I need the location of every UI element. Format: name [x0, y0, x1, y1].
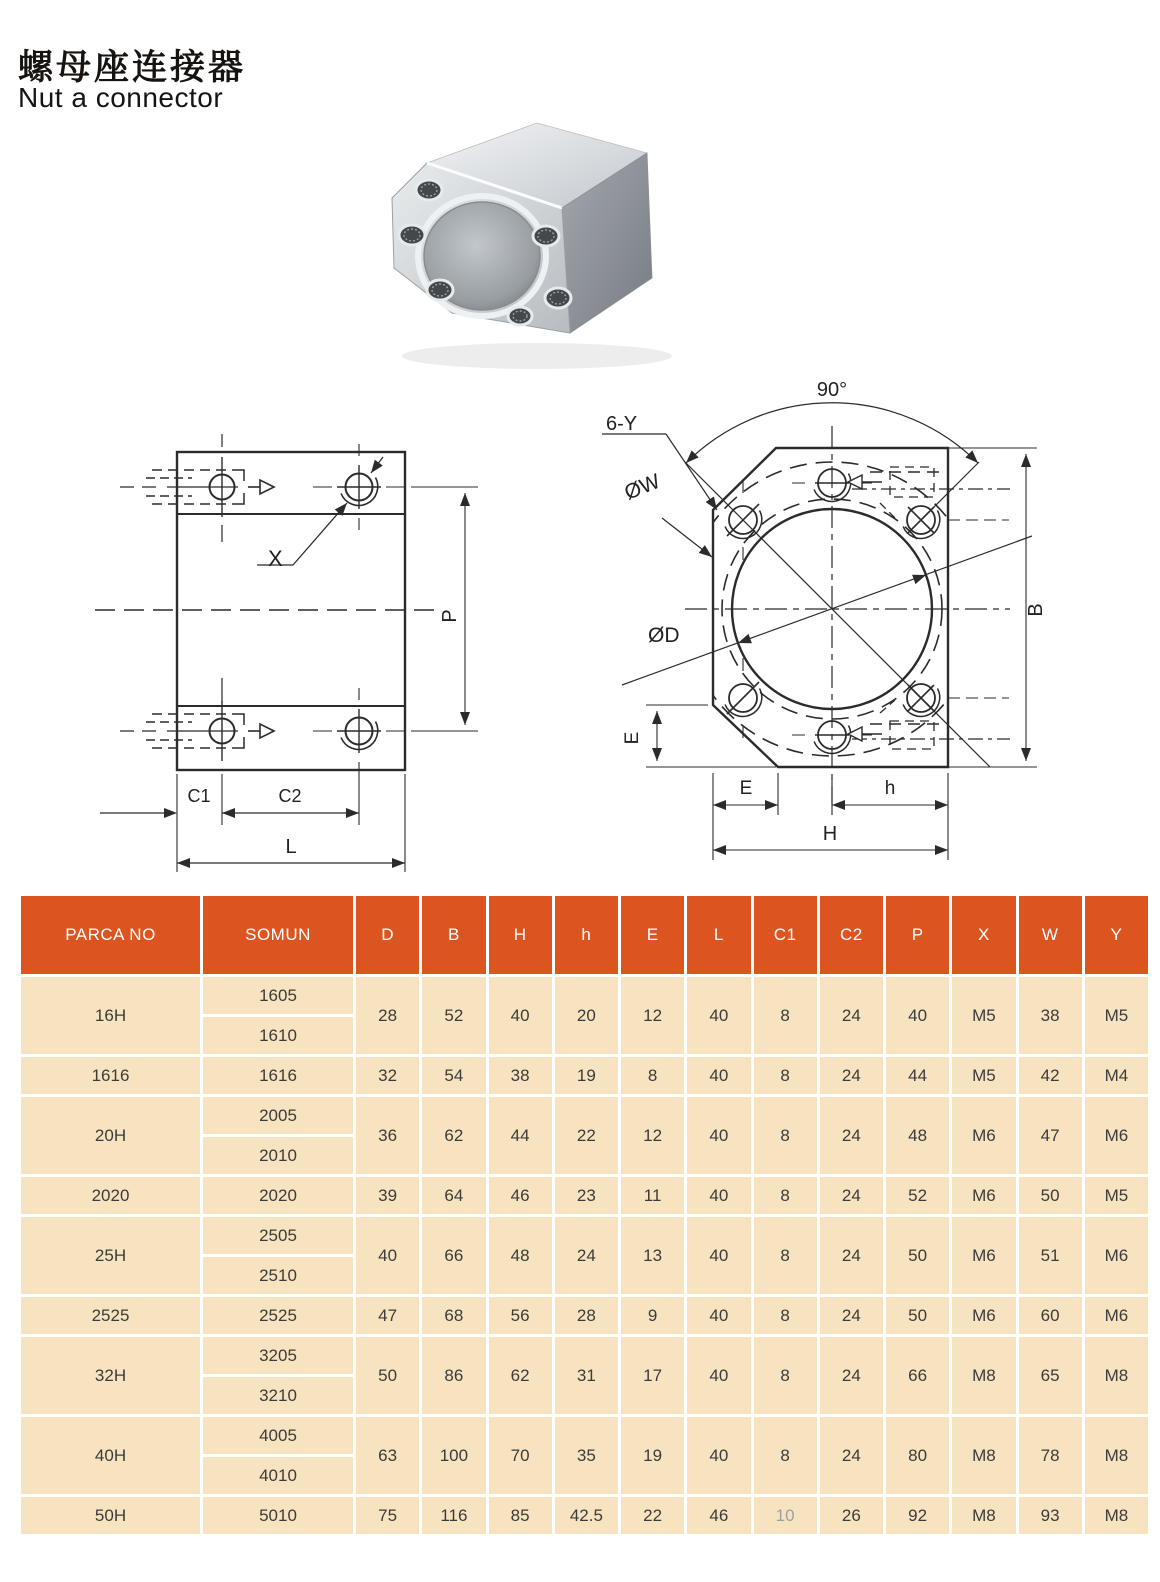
- label-x: X: [268, 546, 283, 571]
- cell-c1: 8: [752, 1056, 818, 1096]
- cell-p: 52: [885, 1176, 951, 1216]
- table-row: [20, 1416, 1150, 1456]
- cell-w: 93: [1017, 1496, 1083, 1536]
- cell-somun: 2005: [202, 1096, 355, 1136]
- page-title-english: Nut a connector: [18, 82, 224, 113]
- cell-b: 86: [421, 1336, 487, 1416]
- cell-y: M6: [1083, 1216, 1149, 1296]
- cell-e: 22: [620, 1496, 686, 1536]
- cell-b: 62: [421, 1096, 487, 1176]
- cell-somun: 1616: [202, 1056, 355, 1096]
- cell-c2: 24: [818, 1416, 884, 1496]
- body-outline: [177, 452, 405, 770]
- cell-l: 40: [686, 976, 752, 1056]
- table-row: [20, 1096, 1150, 1136]
- table-row: [20, 1496, 1150, 1536]
- cell-e: 9: [620, 1296, 686, 1336]
- label-d: ØD: [648, 624, 680, 647]
- header-row: [20, 895, 1150, 976]
- cell-w: 60: [1017, 1296, 1083, 1336]
- holes-leader: [666, 434, 717, 510]
- col-header-c2: C2: [818, 895, 884, 976]
- cell-b: 100: [421, 1416, 487, 1496]
- cell-c2: 24: [818, 976, 884, 1056]
- cell-somun: 2020: [202, 1176, 355, 1216]
- thread-hole-bottom: [146, 701, 274, 761]
- page-title-chinese: 螺母座连接器: [18, 48, 247, 87]
- cell-b: 66: [421, 1216, 487, 1296]
- cell-b: 116: [421, 1496, 487, 1536]
- cell-d: 63: [355, 1416, 421, 1496]
- cell-l: 40: [686, 1296, 752, 1336]
- col-header-somun: SOMUN: [202, 895, 355, 976]
- cell-c2: 24: [818, 1056, 884, 1096]
- photo-shadow: [402, 343, 672, 369]
- cell-x: M5: [951, 976, 1017, 1056]
- cell-w: 38: [1017, 976, 1083, 1056]
- cell-c2: 24: [818, 1216, 884, 1296]
- cell-somun: 4010: [202, 1456, 355, 1496]
- cell-somun: 2525: [202, 1296, 355, 1336]
- cell-h: 24: [553, 1216, 619, 1296]
- cell-l: 40: [686, 1056, 752, 1096]
- cell-x: M6: [951, 1096, 1017, 1176]
- cell-d: 39: [355, 1176, 421, 1216]
- col-header-y: Y: [1083, 895, 1149, 976]
- cell-h: 42.5: [553, 1496, 619, 1536]
- cell-parca-no: 16H: [20, 976, 202, 1056]
- label-w: ØW: [621, 469, 664, 505]
- cell-c1: 8: [752, 1336, 818, 1416]
- product-photo-svg: [352, 108, 682, 378]
- cell-parca-no: 1616: [20, 1056, 202, 1096]
- cell-p: 44: [885, 1056, 951, 1096]
- cell-c1: 8: [752, 1416, 818, 1496]
- cell-somun: 2505: [202, 1216, 355, 1256]
- label-p: P: [439, 609, 461, 623]
- cell-somun: 4005: [202, 1416, 355, 1456]
- cell-w: 50: [1017, 1176, 1083, 1216]
- cell-d: 28: [355, 976, 421, 1056]
- col-header-w: W: [1017, 895, 1083, 976]
- cell-h: 44: [487, 1096, 553, 1176]
- cell-l: 40: [686, 1096, 752, 1176]
- cell-h: 38: [487, 1056, 553, 1096]
- cell-w: 51: [1017, 1216, 1083, 1296]
- cell-d: 47: [355, 1296, 421, 1336]
- cell-p: 80: [885, 1416, 951, 1496]
- cell-w: 47: [1017, 1096, 1083, 1176]
- cell-y: M8: [1083, 1336, 1149, 1416]
- cell-h: 85: [487, 1496, 553, 1536]
- cell-somun: 1610: [202, 1016, 355, 1056]
- cell-l: 40: [686, 1176, 752, 1216]
- cell-parca-no: 20H: [20, 1096, 202, 1176]
- cell-l: 40: [686, 1216, 752, 1296]
- cell-parca-no: 50H: [20, 1496, 202, 1536]
- cell-d: 40: [355, 1216, 421, 1296]
- cell-h: 20: [553, 976, 619, 1056]
- cell-p: 92: [885, 1496, 951, 1536]
- col-header-parca-no: PARCA NO: [20, 895, 202, 976]
- label-holes: 6-Y: [606, 413, 638, 435]
- bolt-hole-bottom-right: [903, 684, 1009, 716]
- cell-c2: 24: [818, 1296, 884, 1336]
- col-header-p: P: [885, 895, 951, 976]
- front-view-drawing: [590, 368, 1060, 878]
- col-header-l: L: [686, 895, 752, 976]
- cell-x: M8: [951, 1336, 1017, 1416]
- cell-c1: 8: [752, 1296, 818, 1336]
- table-row: [20, 1296, 1150, 1336]
- cell-somun: 2510: [202, 1256, 355, 1296]
- x-leader-2: [293, 503, 347, 565]
- cell-x: M6: [951, 1296, 1017, 1336]
- cell-b: 64: [421, 1176, 487, 1216]
- cell-c1: 8: [752, 976, 818, 1056]
- cell-y: M6: [1083, 1096, 1149, 1176]
- cell-x: M6: [951, 1176, 1017, 1216]
- cell-h: 46: [487, 1176, 553, 1216]
- table-row: [20, 1176, 1150, 1216]
- cell-somun: 2010: [202, 1136, 355, 1176]
- table-row: [20, 1056, 1150, 1096]
- col-header-e: E: [620, 895, 686, 976]
- cell-y: M5: [1083, 1176, 1149, 1216]
- table-row: [20, 976, 1150, 1016]
- cell-y: M4: [1083, 1056, 1149, 1096]
- bore-dia-line: [622, 536, 1032, 685]
- cell-y: M8: [1083, 1416, 1149, 1496]
- col-header-c1: C1: [752, 895, 818, 976]
- cell-h: 23: [553, 1176, 619, 1216]
- cell-h: 40: [487, 976, 553, 1056]
- cell-h: 62: [487, 1336, 553, 1416]
- cell-h: 48: [487, 1216, 553, 1296]
- cell-d: 75: [355, 1496, 421, 1536]
- cell-h: 19: [553, 1056, 619, 1096]
- cell-h: 70: [487, 1416, 553, 1496]
- cell-e: 12: [620, 1096, 686, 1176]
- cell-p: 48: [885, 1096, 951, 1176]
- cell-c2: 24: [818, 1096, 884, 1176]
- spec-table: [18, 893, 1151, 1537]
- cell-b: 52: [421, 976, 487, 1056]
- cell-c1: 8: [752, 1096, 818, 1176]
- cell-parca-no: 25H: [20, 1216, 202, 1296]
- cell-somun: 5010: [202, 1496, 355, 1536]
- spec-table-head: [20, 895, 1150, 976]
- cell-parca-no: 2525: [20, 1296, 202, 1336]
- table-row: [20, 1216, 1150, 1256]
- spotface-hole-bottom: [313, 688, 405, 774]
- label-h-offset: h: [884, 778, 896, 799]
- cell-parca-no: 2020: [20, 1176, 202, 1216]
- cell-d: 50: [355, 1336, 421, 1416]
- label-angle: 90°: [816, 379, 848, 401]
- cell-d: 32: [355, 1056, 421, 1096]
- label-c2: C2: [278, 786, 302, 806]
- col-header-h: h: [553, 895, 619, 976]
- hidden-detail-top: [848, 467, 1010, 518]
- cell-parca-no: 40H: [20, 1416, 202, 1496]
- col-header-h: H: [487, 895, 553, 976]
- hidden-detail-bottom: [848, 700, 1010, 749]
- cell-p: 50: [885, 1296, 951, 1336]
- bolt-hole-bottom-left: [725, 658, 762, 738]
- cell-x: M8: [951, 1496, 1017, 1536]
- cell-h: 31: [553, 1336, 619, 1416]
- table-row: [20, 1336, 1150, 1376]
- label-l: L: [285, 836, 297, 858]
- w-leader: [662, 518, 712, 557]
- cell-l: 46: [686, 1496, 752, 1536]
- cell-c2: 26: [818, 1496, 884, 1536]
- cell-e: 12: [620, 976, 686, 1056]
- col-header-d: D: [355, 895, 421, 976]
- cell-c1: 8: [752, 1176, 818, 1216]
- label-c1: C1: [187, 786, 211, 806]
- col-header-b: B: [421, 895, 487, 976]
- cell-y: M6: [1083, 1296, 1149, 1336]
- cell-c2: 24: [818, 1176, 884, 1216]
- cell-e: 13: [620, 1216, 686, 1296]
- cell-e: 11: [620, 1176, 686, 1216]
- cell-h: 28: [553, 1296, 619, 1336]
- cell-p: 66: [885, 1336, 951, 1416]
- thread-hole-top: [146, 457, 274, 517]
- cell-h: 22: [553, 1096, 619, 1176]
- product-photo: [352, 108, 682, 378]
- cell-w: 42: [1017, 1056, 1083, 1096]
- cell-p: 40: [885, 976, 951, 1056]
- cell-h: 35: [553, 1416, 619, 1496]
- cell-c1: 10: [752, 1496, 818, 1536]
- cell-w: 78: [1017, 1416, 1083, 1496]
- label-b: B: [1025, 603, 1047, 617]
- cell-b: 68: [421, 1296, 487, 1336]
- cell-h: 56: [487, 1296, 553, 1336]
- side-view-drawing: [90, 420, 500, 880]
- cell-somun: 3205: [202, 1336, 355, 1376]
- cell-somun: 1605: [202, 976, 355, 1016]
- cell-y: M5: [1083, 976, 1149, 1056]
- cell-x: M6: [951, 1216, 1017, 1296]
- cell-d: 36: [355, 1096, 421, 1176]
- cell-e: 19: [620, 1416, 686, 1496]
- cell-x: M8: [951, 1416, 1017, 1496]
- label-e-bottom: E: [739, 778, 753, 799]
- cell-parca-no: 32H: [20, 1336, 202, 1416]
- cell-b: 54: [421, 1056, 487, 1096]
- cell-somun: 3210: [202, 1376, 355, 1416]
- col-header-x: X: [951, 895, 1017, 976]
- cell-x: M5: [951, 1056, 1017, 1096]
- cell-e: 8: [620, 1056, 686, 1096]
- cell-l: 40: [686, 1336, 752, 1416]
- cell-w: 65: [1017, 1336, 1083, 1416]
- spec-table-body: [20, 976, 1150, 1536]
- label-e-side: E: [622, 731, 643, 745]
- x-leader-1: [371, 457, 383, 473]
- label-h-total: H: [822, 823, 838, 845]
- cell-l: 40: [686, 1416, 752, 1496]
- cell-y: M8: [1083, 1496, 1149, 1536]
- cell-e: 17: [620, 1336, 686, 1416]
- bolt-hole-top-right: [903, 506, 1009, 538]
- cell-c1: 8: [752, 1216, 818, 1296]
- spotface-hole-top: [313, 444, 405, 530]
- cell-c2: 24: [818, 1336, 884, 1416]
- cell-p: 50: [885, 1216, 951, 1296]
